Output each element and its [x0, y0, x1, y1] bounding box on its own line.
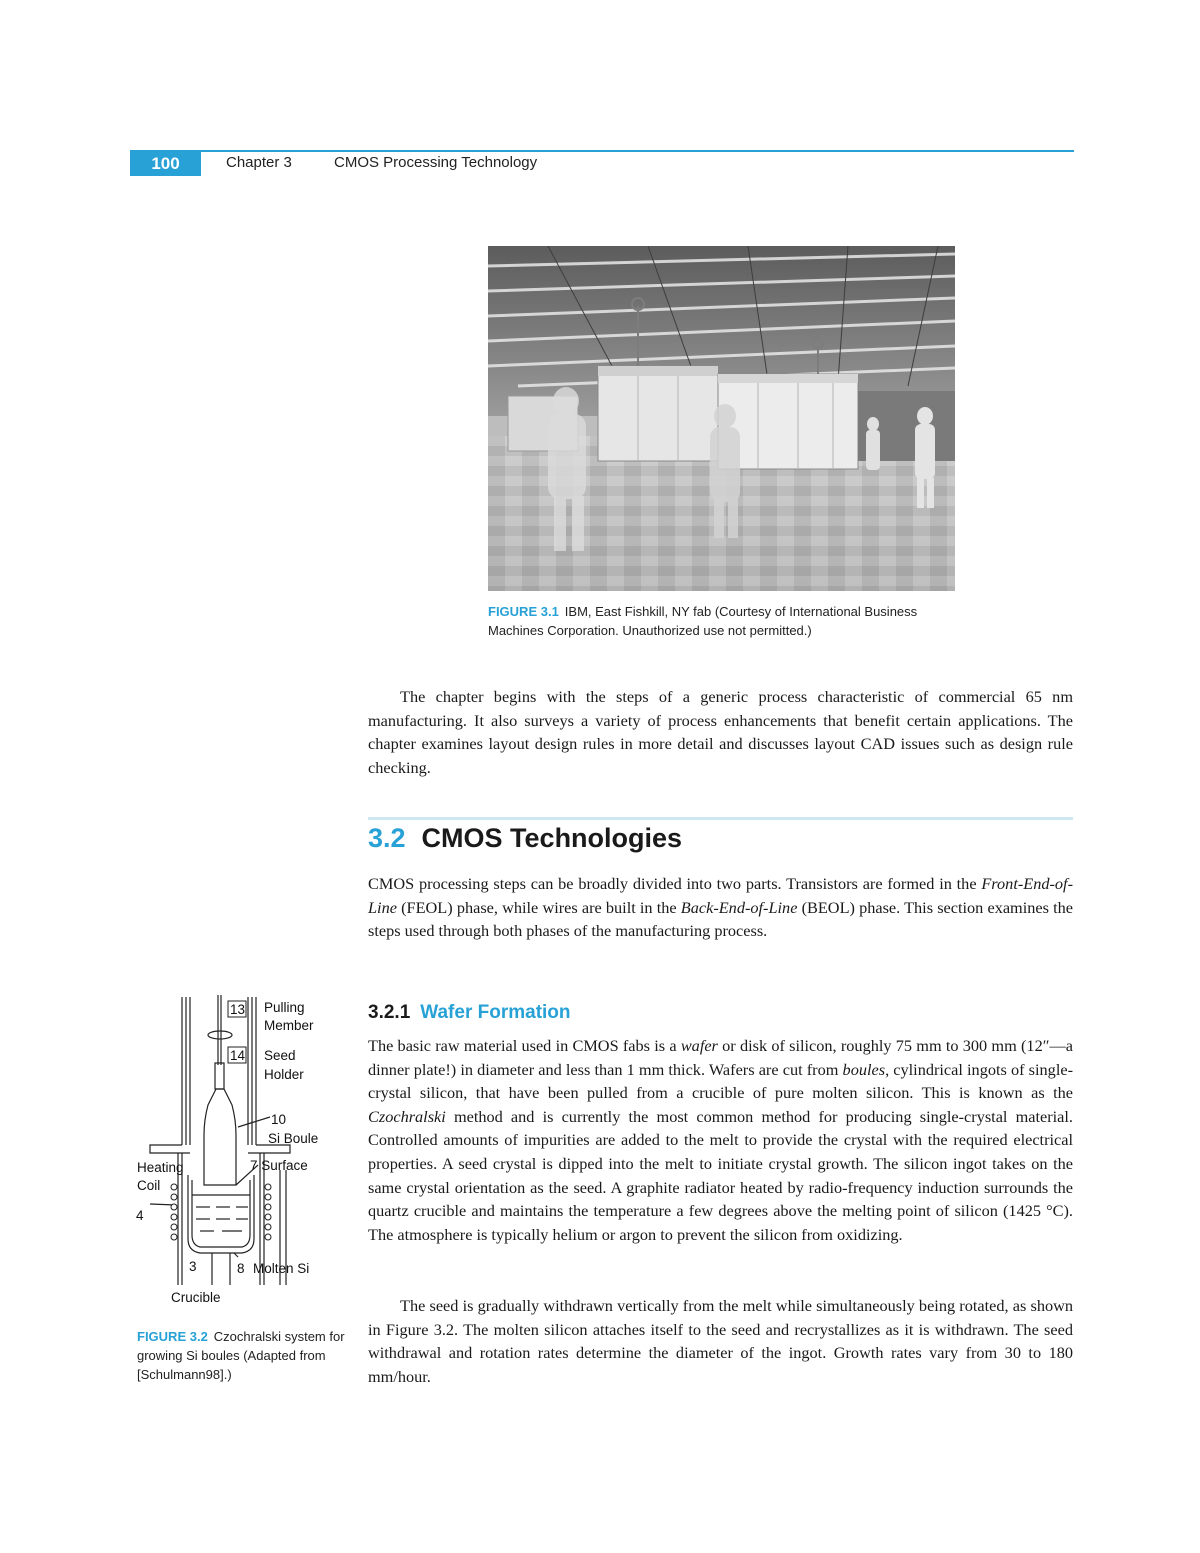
label-holder: Holder	[264, 1067, 304, 1082]
czochralski-diagram	[130, 995, 355, 1310]
label-seed: Seed	[264, 1048, 296, 1063]
header-rule	[130, 150, 1074, 152]
section-number: 3.2	[368, 823, 406, 853]
page-number: 100	[130, 152, 201, 176]
subsection-number: 3.2.1	[368, 1002, 411, 1023]
section-heading	[368, 823, 682, 854]
subsection-heading	[368, 1002, 571, 1024]
label-4: 4	[136, 1208, 144, 1223]
wafer-text-4: method and is currently the most common method for producing single-crystal material. Controlled amounts of impurities are added to the melt to provide the crystal with the required electrical properties. A seed crystal is dipped into the melt to initiate crystal growth. The silicon ingot takes on the same crystal orientation as the seed. A graphite radiator heated by radio-frequency induction surrounds the quartz crucible and maintains the temperature a few degrees above the melting point of silicon (1425 °C). The atmosphere is typically helium or argon to prevent the silicon from oxidizing.	[368, 1106, 1073, 1244]
label-crucible: Crucible	[171, 1290, 221, 1305]
figure-3-2-label: FIGURE 3.2	[137, 1329, 208, 1344]
label-14: 14	[230, 1048, 246, 1063]
feol-term: Front-End-of-Line	[368, 874, 1073, 917]
wafer-term: wafer	[680, 1036, 718, 1055]
fab-photo	[488, 246, 955, 591]
section-paragraph	[368, 872, 1073, 943]
running-head-title: CMOS Processing Technology	[334, 154, 538, 171]
intro-paragraph: The chapter begins with the steps of a generic process characteristic of commercial 65 nm manufacturing. It also surveys a variety of process enhancements that benefit certain applications. The chapter examines layout design rules in more detail and discusses layout CAD issues such as design rule checking.	[368, 687, 1073, 777]
beol-term: Back-End-of-Line	[680, 897, 798, 917]
wafer-text-2: or disk of silicon, roughly 75 mm to 300 mm (12″—a dinner plate!) in diameter and less than 1 mm thick. Wafers are cut from	[368, 1036, 1074, 1079]
czochralski-term: Czochralski	[368, 1106, 446, 1126]
label-heating: Heating	[137, 1160, 184, 1175]
running-head-chapter: Chapter 3	[226, 154, 292, 171]
figure-3-2-caption	[137, 1327, 359, 1384]
boules-term: boules	[842, 1059, 886, 1079]
figure-3-2-caption-text: Czochralski system for growing Si boules (Adapted from [Schulmann98].)	[137, 1329, 345, 1382]
section-paragraph-text-3: (BEOL) phase. This section examines the steps used through both phases of the manufacturing process.	[368, 897, 1073, 941]
section-rule	[368, 817, 1073, 820]
wafer-paragraph-2: The seed is gradually withdrawn vertically from the melt while simultaneously being rotated, as shown in Figure 3.2. The molten silicon attaches itself to the seed and recrystallizes as it is withdrawn. The seed withdrawal and rotation rates determine the diameter of the ingot. Growth rates vary from 30 to 180 mm/hour.	[368, 1296, 1073, 1386]
subsection-title: Wafer Formation	[420, 1002, 571, 1023]
label-3: 3	[189, 1259, 197, 1274]
label-10: 10	[271, 1112, 287, 1127]
figure-3-1-label: FIGURE 3.1	[488, 604, 559, 619]
label-member: Member	[264, 1018, 314, 1033]
label-8: 8	[237, 1261, 245, 1276]
section-paragraph-text-1: CMOS processing steps can be broadly divided into two parts. Transistors are formed in the	[368, 874, 982, 893]
wafer-text-1: The basic raw material used in CMOS fabs is a	[368, 1036, 681, 1055]
figure-3-1-caption-text: IBM, East Fishkill, NY fab (Courtesy of International Business Machines Corporation. Unauthorized use not permitted.)	[488, 604, 918, 638]
label-si-boule: Si Boule	[268, 1131, 319, 1146]
label-molten-si: Molten Si	[253, 1261, 310, 1276]
label-pulling: Pulling	[264, 1000, 305, 1015]
figure-3-1-caption	[488, 602, 938, 640]
label-coil: Coil	[137, 1178, 161, 1193]
label-7-surface: 7 Surface	[250, 1158, 308, 1173]
wafer-paragraph-1	[368, 1034, 1073, 1246]
label-13: 13	[230, 1002, 246, 1017]
section-paragraph-text-2: (FEOL) phase, while wires are built in the	[396, 897, 681, 917]
wafer-text-3: , cylindrical ingots of single-crystal silicon, that have been pulled from a crucible of pure molten silicon. This is known as the	[368, 1059, 1073, 1103]
section-title: CMOS Technologies	[421, 823, 683, 853]
